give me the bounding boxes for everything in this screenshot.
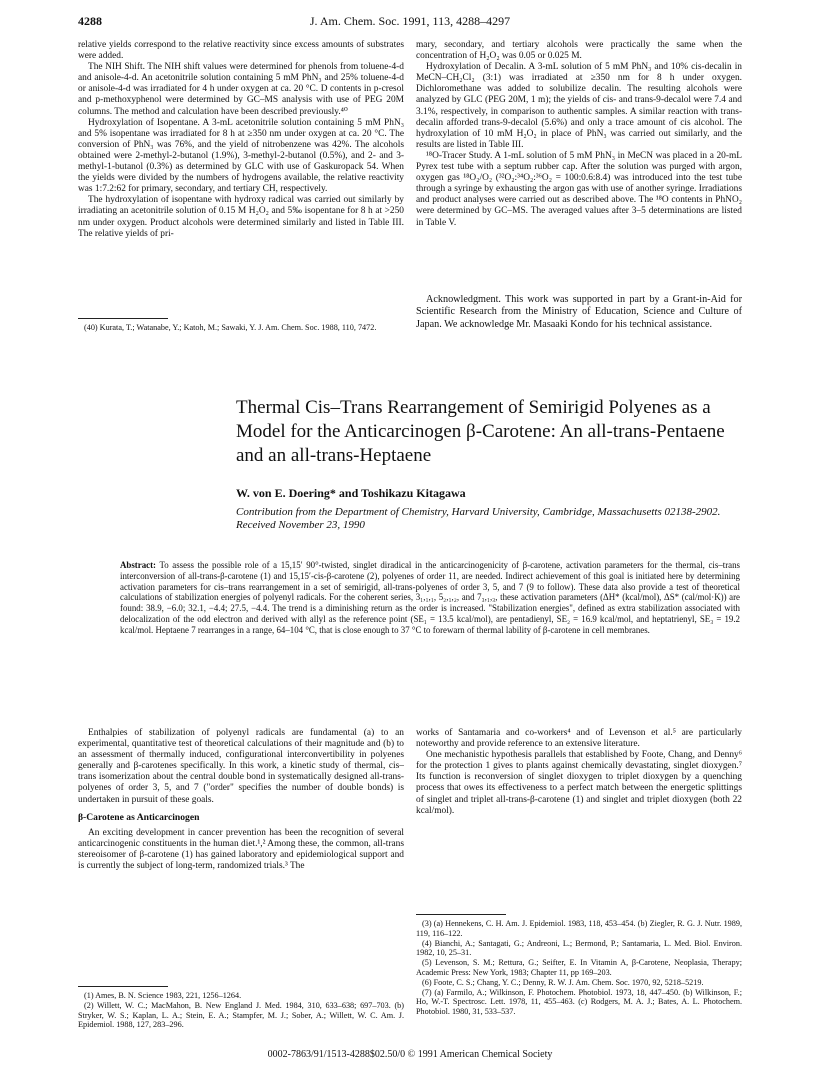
top-left-footnote [78,323,404,333]
paragraph: ¹⁸O-Tracer Study. A 1-mL solution of 5 mM PhN₃ in MeCN was placed in a 20-mL Pyrex test tube with a septum rubber cap. After the solution was purged with argon, oxygen gas ¹⁸O₂/O₂ (³²O₂:³⁴O₂:³⁶O₂ = 100:0.6:8.4) was introduced into the test tube through a syringe by exhausting the argon gas with use of another syringe. Irradiations and product analyses were carried out as described above. The ¹⁸O contents in PhNO₂ were determined by GC–MS. The averaged values after 3–5 determinations are listed in Table V. [416,150,742,228]
footnote-rule [78,986,168,987]
footnote: (2) Willett, W. C.; MacMahon, B. New England J. Med. 1984, 310, 633–638; 697–703. (b) Stryker, W. S.; Kaplan, L. A.; Stein, E. A.; Stampfer, M. J.; Sober, A.; Willett, W. C. Am. J. Epidemiol. 1988, 127, 283–296. [78,1000,404,1030]
abstract-text: To assess the possible role of a 15,15′ 90°-twisted, singlet diradical in the anticarcinogenicity of β-carotene, activation parameters for the thermal, cis–trans interconversion of all-trans-β-carotene (1) and 15,15′-cis-β-carotene (2), polyenes of order 11, are needed. Indirect achievement of this goal is initiated here by determining activation parameters for cis–trans rearrangement in a set of semirigid, all-trans-polyenes of order 3, 5, and 7 (9 to follow). These data also provide a test of theoretical calculations of stabilization energies of polyenyl radicals. For the coherent series, 3₁,₁,₁, 5₂,₁,₂, and 7₃,₁,₃, these activation parameters (ΔH* (kcal/mol), ΔS* (cal/mol·K)) are found: 38.9, −6.0; 32.1, −4.4; 27.5, −4.4. The trend is a diminishing return as the order is increased. "Stabilization energies", defined as extra stabilization associated with delocalization of the odd electron and derived with allyl as the reference point (SE₁ = 13.5 kcal/mol), are pentadienyl, SE₂ = 16.9 kcal/mol, and heptatrienyl, SE₃ = 19.2 kcal/mol. Heptaene 7 rearranges in a range, 64–104 °C, that is close enough to 37 °C to forewarn of thermal lability of β-carotene in cell membranes. [120,560,740,635]
footnote: (3) (a) Hennekens, C. H. Am. J. Epidemiol. 1983, 118, 453–454. (b) Ziegler, R. G. J. Nutr. 1989, 119, 116–122. [416,919,742,938]
page-number: 4288 [78,14,102,28]
body-left-footnotes [78,991,404,1030]
footnote: (6) Foote, C. S.; Chang, Y. C.; Denny, R. W. J. Am. Chem. Soc. 1970, 92, 5218–5219. [422,977,704,987]
body-right-column [416,728,742,817]
paragraph: Hydroxylation of Decalin. A 3-mL solution of 5 mM PhN₃ and 10% cis-decalin in MeCN–CH₂Cl₂ (3:1) was irradiated at ≥350 nm for 8 h under oxygen. Dichloromethane was added to solubilize decalin. The resulting alcohols were analyzed by GLC (PEG 20M, 1 m); the yields of cis- and trans-9-decalol were 7.4 and 3.1%, respectively, in comparison to authentic samples. A similar reaction with trans-decalin afforded trans-9-decalol (5.6%) and only a trace amount of cis alcohol. The hydroxylation of 10 mM H₂O₂ in place of PhN₃ was carried out similarly, and the results are listed in Table III. [416,62,742,150]
page-footer: 0002-7863/91/1513-4288$02.50/0 © 1991 American Chemical Society [267,1049,553,1060]
footnote-rule [78,318,168,319]
body-right-footnotes [416,919,742,1017]
paragraph: Enthalpies of stabilization of polyenyl radicals are fundamental (a) to an experimental, quantitative test of theoretical calculations of their magnitude and (b) to an assessment of thermally induced, configurational interconvertibility in polyenes generally and β-carotenes specifically. In this work, a kinetic study of thermal, cis–trans isomerization about the central double bond in systematically designed all-trans-polyenes of order 3, 5, and 7 ("order" specifies the number of double bonds) is undertaken in pursuit of these goals. [78,728,404,805]
paragraph: relative yields correspond to the relative reactivity since excess amounts of substrates were added. [78,40,404,62]
article-affiliation: Contribution from the Department of Chemistry, Harvard University, Cambridge, Massachusetts 02138-2902. Received November 23, 1990 [236,506,721,531]
footnote: (1) Ames, B. N. Science 1983, 221, 1256–1264. [84,991,242,1000]
footnote: (5) Levenson, S. M.; Rettura, G.; Seifter, E. In Vitamin A, β-Carotene, Neoplasia, Therapy; Academic Press: New York, 1983; Chapter 11, pp 169–203. [416,958,742,977]
footnote-rule [416,914,506,915]
footnote: (4) Bianchi, A.; Santagati, G.; Andreoni, L.; Bermond, P.; Santamaria, L. Med. Biol. Environ. 1982, 10, 25–31. [416,938,742,958]
top-right-column [416,40,742,229]
paragraph: mary, secondary, and tertiary alcohols were practically the same when the concentration of H₂O₂ was 0.05 or 0.025 M. [416,40,742,62]
footnote: (7) (a) Farmilo, A.; Wilkinson, F. Photochem. Photobiol. 1973, 18, 447–450. (b) Wilkinson, F.; Ho, W.-T. Spectrosc. Lett. 1978, 11, 455–463. (c) Rodgers, M. A. J.; Bates, A. L. Photochem. Photobiol. 1980, 31, 533–537. [416,987,742,1017]
paragraph: works of Santamaria and co-workers⁴ and of Levenson et al.⁵ are particularly noteworthy and provide reference to an extensive literature. [416,728,742,750]
acknowledgment-text: Acknowledgment. This work was supported in part by a Grant-in-Aid for Scientific Research from the Ministry of Education, Science and Culture of Japan. We acknowledge Mr. Masaaki Kondo for his technical assistance. [416,294,742,330]
article-authors: W. von E. Doering* and Toshikazu Kitagawa [236,486,466,500]
paragraph: The NIH Shift. The NIH shift values were determined for phenols from toluene-4-d and anisole-4-d. An acetonitrile solution containing 5 mM PhN₃ and 25% toluene-4-d or anisole-4-d was irradiated for 4 h under oxygen at ca. 20 °C. D contents in p-cresol and p-methoxyphenol were determined by GC–MS analysis with use of PEG 20M columns. The method and calculation have been described previously.⁴⁰ [78,62,404,117]
paragraph: An exciting development in cancer prevention has been the recognition of several anticarcinogenic constituents in the human diet.¹,² Among these, the common, all-trans stereoisomer of β-carotene (1) has gained laboratory and epidemiological support and is currently the subject of long-term, randomized trials.³ The [78,827,404,872]
top-left-column [78,40,404,240]
section-heading: β-Carotene as Anticarcinogen [78,811,200,823]
paragraph: The hydroxylation of isopentane with hydroxy radical was carried out similarly by irradiating an acetonitrile solution of 0.15 M H₂O₂ and 5‰ isopentane for 8 h at >250 nm under oxygen. Product alcohols were determined similarly and listed in Table III. The relative yields of pri- [78,195,404,239]
body-left-column [78,728,404,872]
acknowledgment [416,294,742,331]
paragraph: Hydroxylation of Isopentane. A 3-mL acetonitrile solution containing 5 mM PhN₃ and 5% isopentane was irradiated for 8 h at ≥350 nm under oxygen at ca. 20 °C. The conversion of PhN₃ was 76%, and the yield of nitrobenzene was 42%. The alcohols obtained were 2-methyl-2-butanol (1.9%), 3-methyl-2-butanol (0.5%), and 2- and 3-methyl-1-butanol (0.3%) as determined by GLC with use of Gaskuropack 54. When the yields were divided by the numbers of hydrogens available, the relative reactivity was 1:7.2:62 for primary, secondary, and tertiary CH, respectively. [78,117,404,195]
article-title: Thermal Cis–Trans Rearrangement of Semirigid Polyenes as a Model for the Anticarcinogen β-Carotene: An all-trans-Pentaene and an all-trans-Heptaene [236,397,725,466]
abstract-label: Abstract: [120,560,156,570]
journal-citation: J. Am. Chem. Soc. 1991, 113, 4288–4297 [309,14,511,28]
abstract [120,560,740,636]
running-header [78,14,742,30]
paragraph: One mechanistic hypothesis parallels that established by Foote, Chang, and Denny⁶ for the protection 1 gives to plants against chemically devastating, singlet dioxygen.⁷ Its function is reconversion of singlet dioxygen to triplet dioxygen by a quenching process that owes its effectiveness to a perfect match between the energetic splittings of singlet and triplet all-trans-β-carotene (1) and singlet and triplet dioxygen (both 22 kcal/mol). [416,750,742,816]
footnote: (40) Kurata, T.; Watanabe, Y.; Katoh, M.; Sawaki, Y. J. Am. Chem. Soc. 1988, 110, 7472. [84,323,377,332]
